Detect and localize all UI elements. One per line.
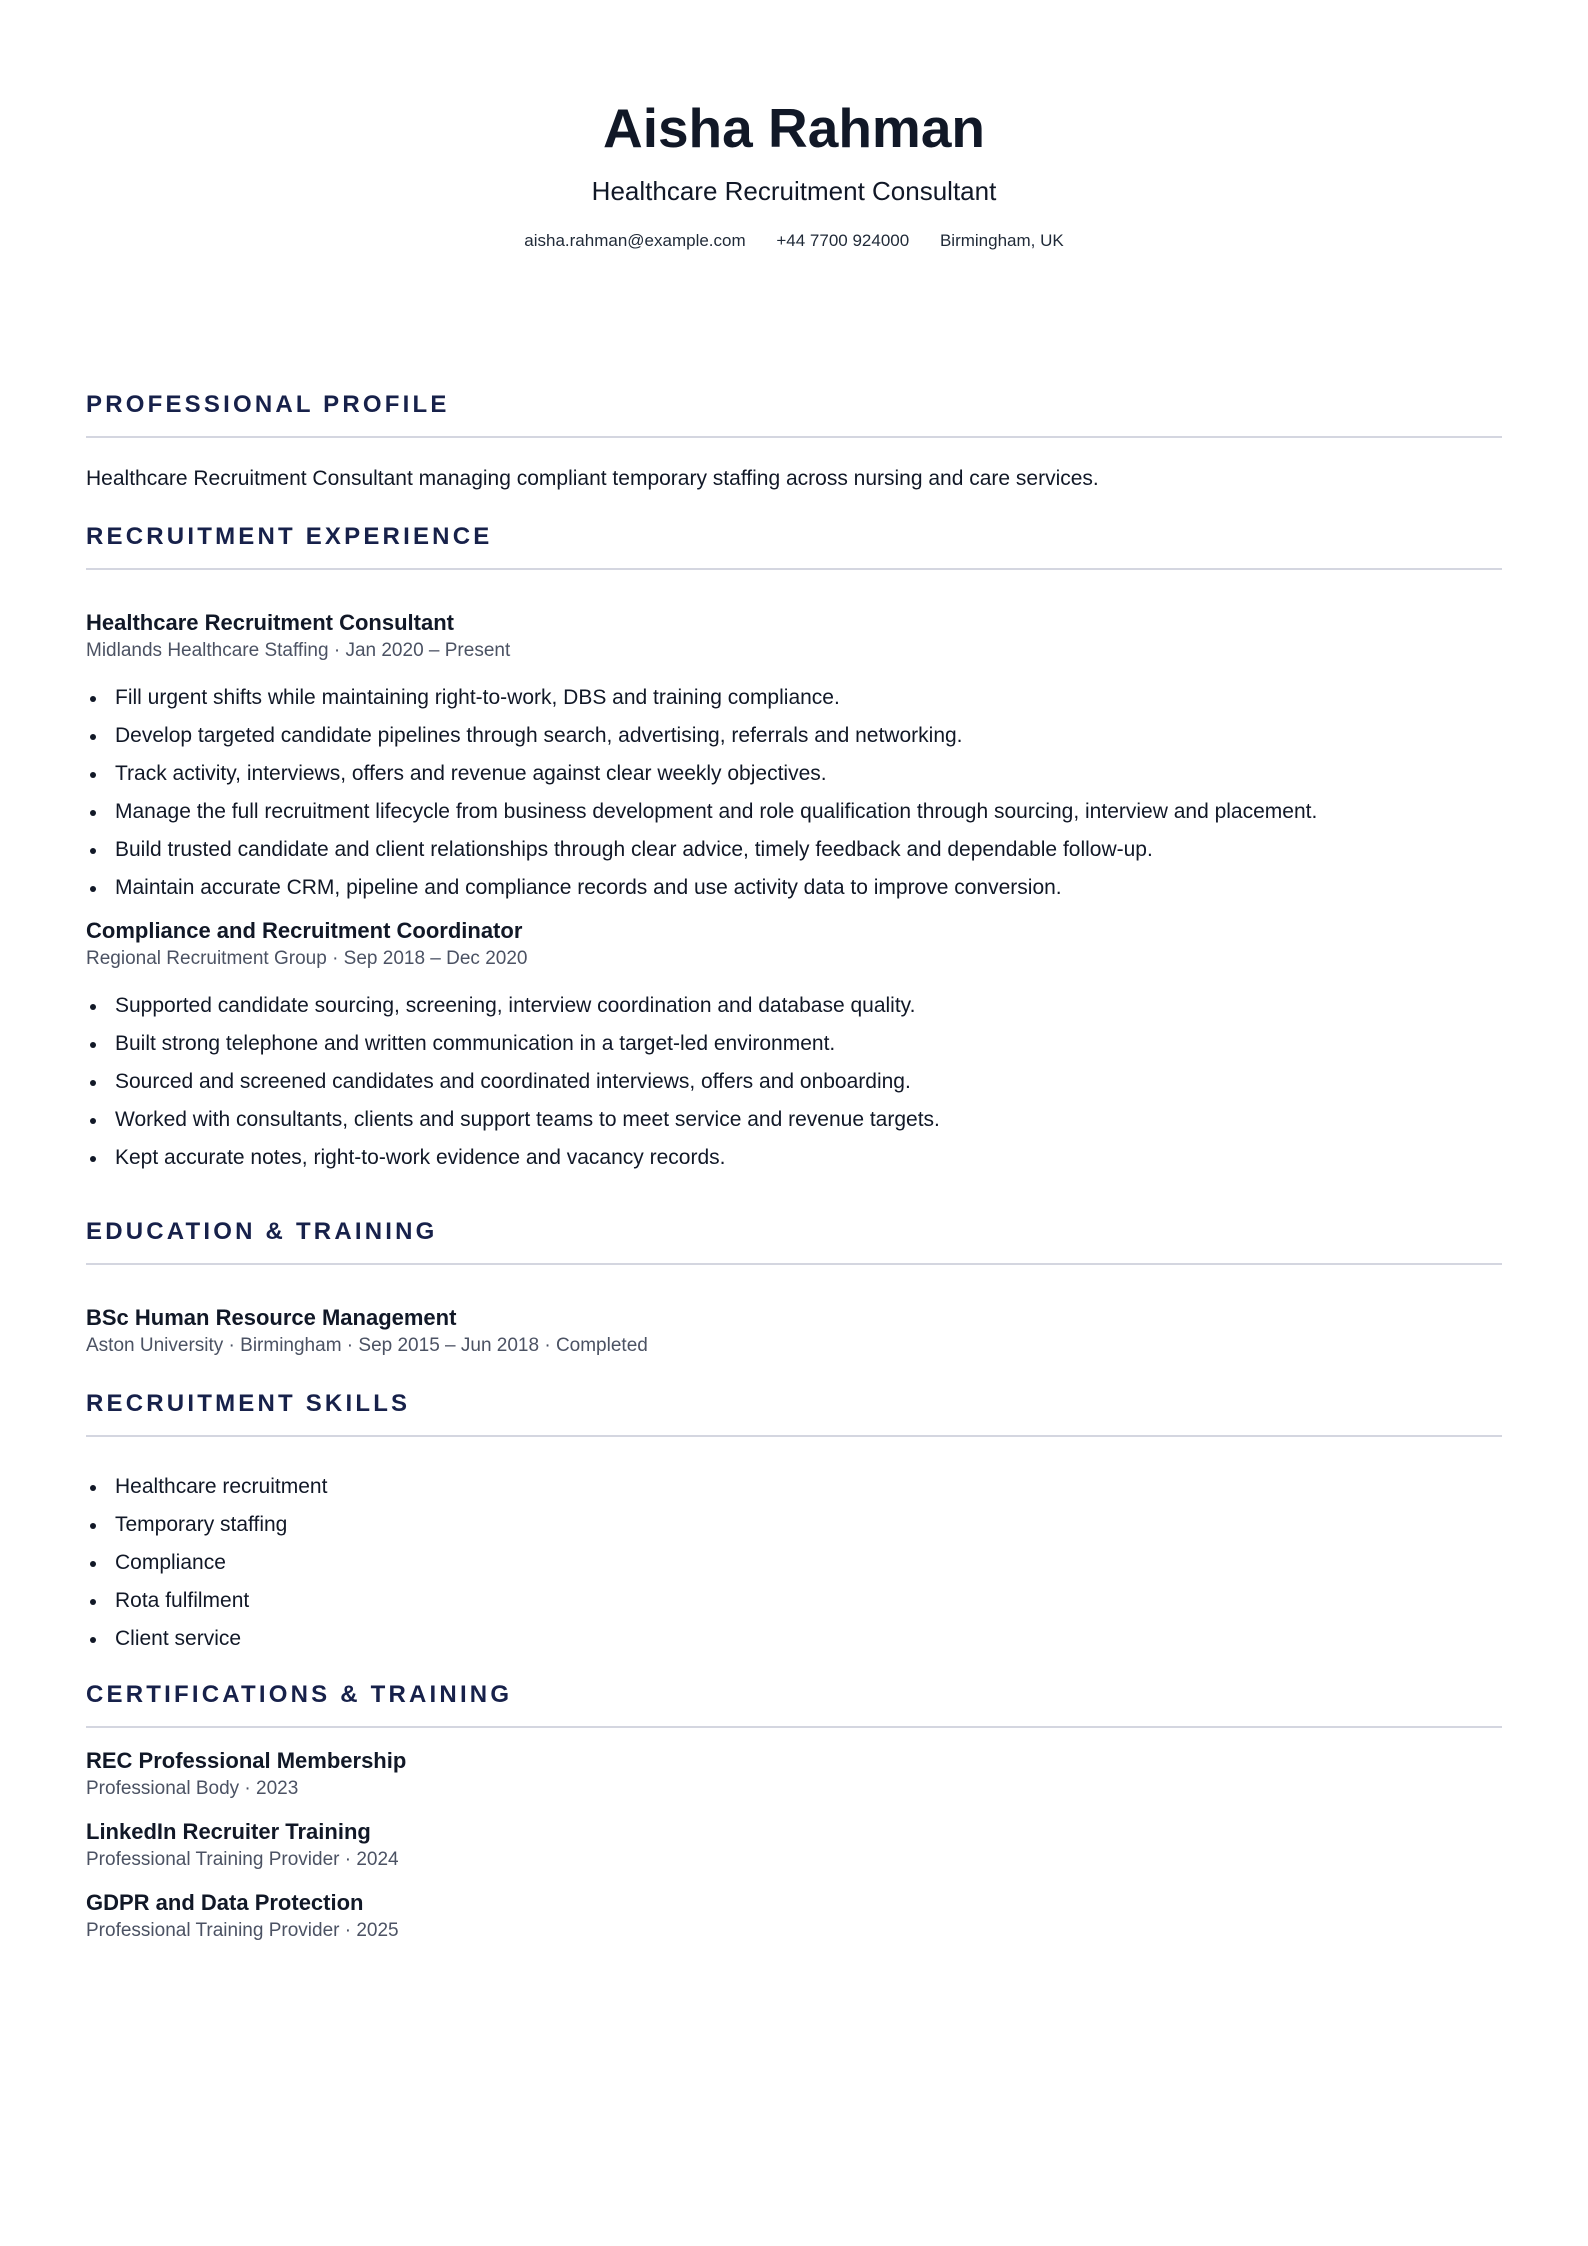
job-bullets — [86, 684, 1502, 902]
list-item: Healthcare recruitment — [86, 1473, 1502, 1501]
list-item: Rota fulfilment — [86, 1587, 1502, 1615]
section-heading-experience: RECRUITMENT EXPERIENCE — [86, 523, 493, 550]
list-item: Maintain accurate CRM, pipeline and compliance records and use activity data to improve conversion. — [86, 874, 1502, 902]
education-entry — [86, 1304, 1502, 1358]
section-divider — [86, 1435, 1502, 1437]
profile-summary: Healthcare Recruitment Consultant managing compliant temporary staffing across nursing and care services. — [86, 467, 1099, 490]
resume-header — [86, 0, 1502, 252]
section-heading-certifications: CERTIFICATIONS & TRAINING — [86, 1681, 513, 1708]
list-item: Built strong telephone and written communication in a target-led environment. — [86, 1030, 1502, 1058]
section-experience — [86, 522, 1502, 1182]
degree-title: BSc Human Resource Management — [86, 1305, 457, 1330]
section-skills — [86, 1389, 1502, 1663]
job-meta: Regional Recruitment Group · Sep 2018 – Dec 2020 — [86, 948, 528, 969]
job-entry — [86, 609, 1502, 902]
list-item: Sourced and screened candidates and coordinated interviews, offers and onboarding. — [86, 1068, 1502, 1096]
section-heading-education: EDUCATION & TRAINING — [86, 1218, 438, 1245]
section-education — [86, 1217, 1502, 1358]
skills-list — [86, 1473, 1502, 1653]
certification-meta: Professional Training Provider · 2025 — [86, 1920, 399, 1941]
job-meta: Midlands Healthcare Staffing · Jan 2020 – Present — [86, 640, 511, 661]
job-entry — [86, 917, 1502, 1172]
certification-entry — [86, 1747, 1502, 1801]
degree-meta: Aston University · Birmingham · Sep 2015 – Jun 2018 · Completed — [86, 1335, 648, 1356]
job-bullets — [86, 992, 1502, 1172]
certification-entry — [86, 1889, 1502, 1943]
contact-phone: +44 7700 924000 — [776, 231, 910, 250]
certification-title: REC Professional Membership — [86, 1748, 407, 1773]
list-item: Compliance — [86, 1549, 1502, 1577]
list-item: Manage the full recruitment lifecycle from business development and role qualification through sourcing, interview and placement. — [86, 798, 1502, 826]
list-item: Supported candidate sourcing, screening, interview coordination and database quality. — [86, 992, 1502, 1020]
section-profile — [86, 390, 1502, 493]
contact-location: Birmingham, UK — [939, 231, 1064, 250]
job-title: Healthcare Recruitment Consultant — [86, 610, 454, 635]
list-item: Develop targeted candidate pipelines through search, advertising, referrals and networking. — [86, 722, 1502, 750]
list-item: Worked with consultants, clients and support teams to meet service and revenue targets. — [86, 1106, 1502, 1134]
list-item: Track activity, interviews, offers and revenue against clear weekly objectives. — [86, 760, 1502, 788]
certification-title: LinkedIn Recruiter Training — [86, 1819, 371, 1844]
list-item: Temporary staffing — [86, 1511, 1502, 1539]
list-item: Kept accurate notes, right-to-work evidence and vacancy records. — [86, 1144, 1502, 1172]
candidate-title: Healthcare Recruitment Consultant — [591, 176, 997, 206]
section-certifications — [86, 1680, 1502, 1960]
list-item: Fill urgent shifts while maintaining right-to-work, DBS and training compliance. — [86, 684, 1502, 712]
certifications-list — [86, 1747, 1502, 1943]
section-divider — [86, 1263, 1502, 1265]
section-heading-skills: RECRUITMENT SKILLS — [86, 1390, 411, 1417]
section-divider — [86, 568, 1502, 570]
job-title: Compliance and Recruitment Coordinator — [86, 918, 523, 943]
list-item: Client service — [86, 1625, 1502, 1653]
section-heading-profile: PROFESSIONAL PROFILE — [86, 391, 450, 418]
section-divider — [86, 1726, 1502, 1728]
certification-title: GDPR and Data Protection — [86, 1890, 364, 1915]
candidate-name: Aisha Rahman — [602, 97, 986, 159]
contact-email: aisha.rahman@example.com — [524, 231, 746, 250]
contact-line — [86, 230, 1502, 252]
list-item: Build trusted candidate and client relationships through clear advice, timely feedback and dependable follow-up. — [86, 836, 1502, 864]
certification-meta: Professional Body · 2023 — [86, 1778, 299, 1799]
certification-entry — [86, 1818, 1502, 1872]
certification-meta: Professional Training Provider · 2024 — [86, 1849, 399, 1870]
section-divider — [86, 436, 1502, 438]
